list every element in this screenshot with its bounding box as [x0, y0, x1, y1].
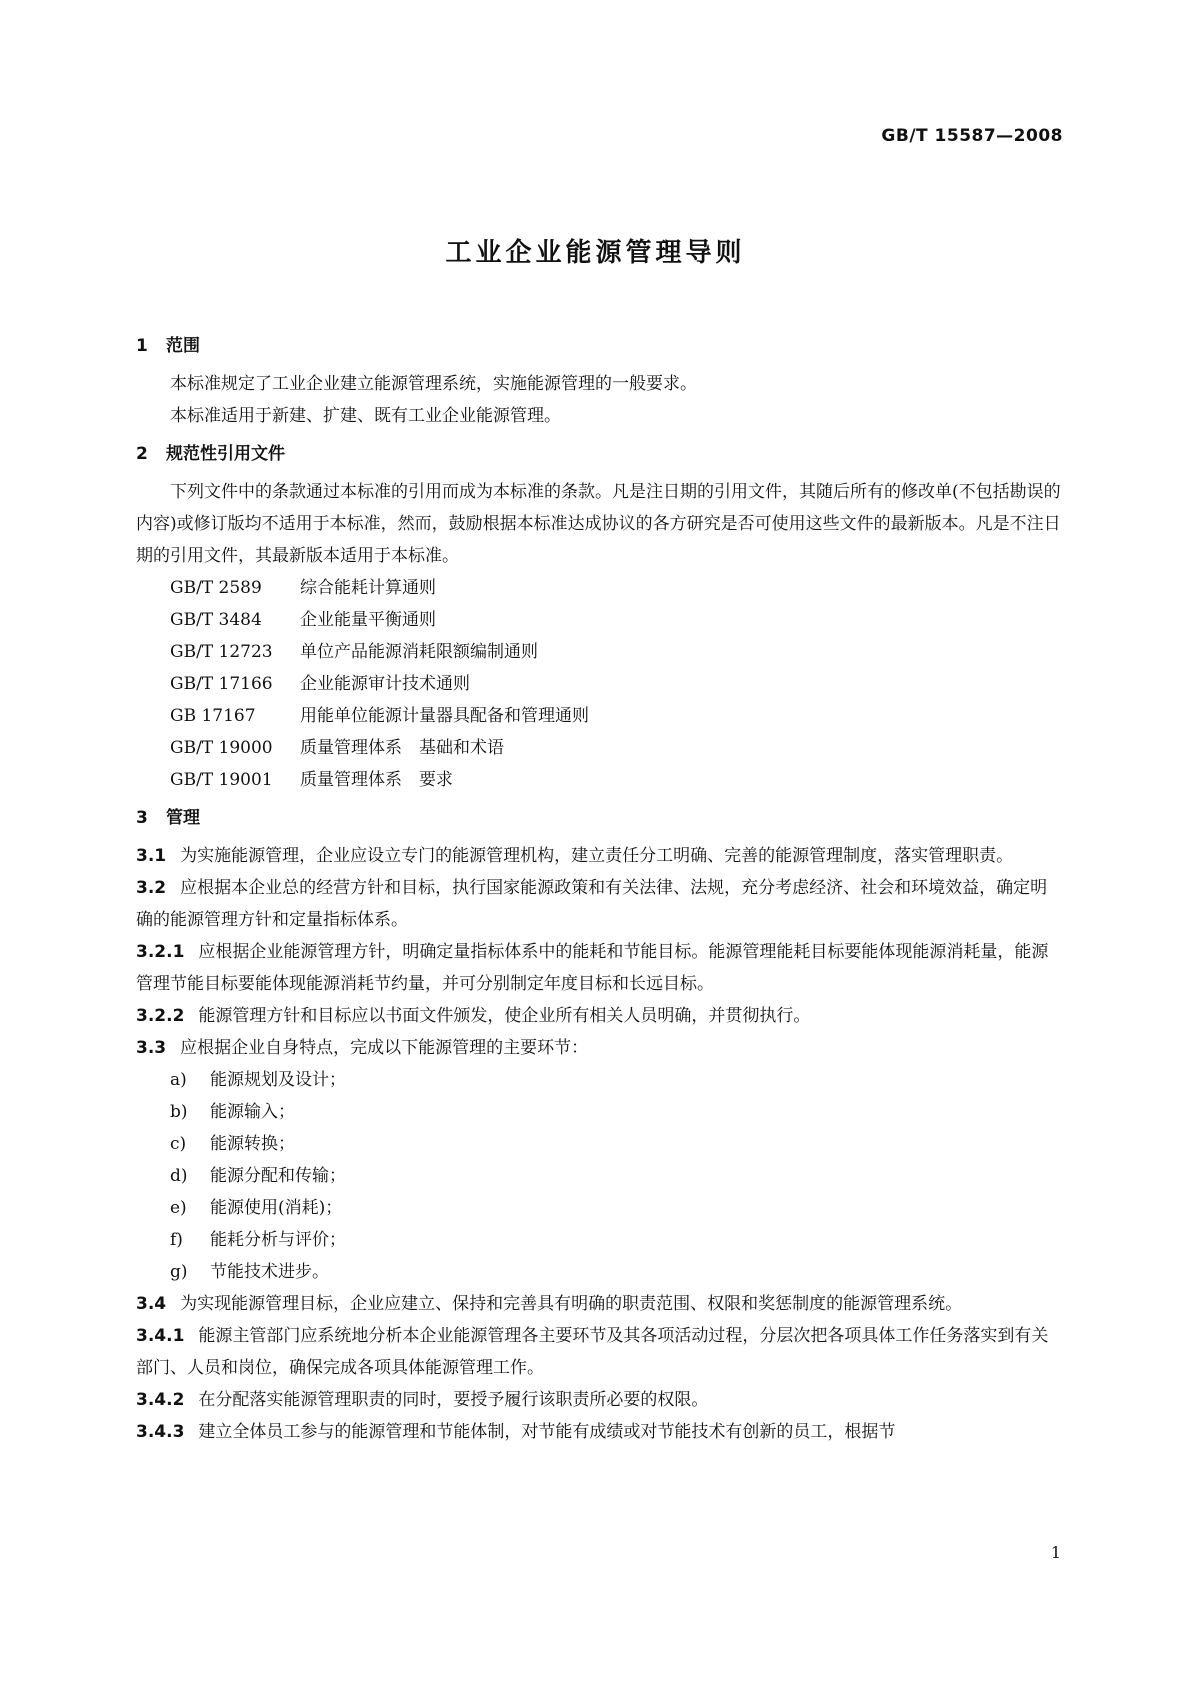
reference-item: GB/T 19000 质量管理体系 基础和术语 [170, 738, 504, 758]
list-item: g) 节能技术进步。 [170, 1262, 329, 1282]
clause-3-2-2: 3.2.2 能源管理方针和目标应以书面文件颁发，使企业所有相关人员明确，并贯彻执行。 [136, 1006, 811, 1026]
clause-3-1: 3.1 为实施能源管理，企业应设立专门的能源管理机构，建立责任分工明确、完善的能源管理制度，落实管理职责。 [136, 846, 1014, 866]
clause-3-4-1: 3.4.1 能源主管部门应系统地分析本企业能源管理各主要环节及其各项活动过程，分层次把各项具体工作任务落实到有关部门、人员和岗位，确保完成各项具体能源管理工作。 [136, 1326, 1049, 1378]
list-item: c) 能源转换； [170, 1134, 295, 1154]
document-title: 工业企业能源管理导则 [445, 238, 746, 268]
reference-item: GB 17167 用能单位能源计量器具配备和管理通则 [170, 706, 589, 726]
list-item: a) 能源规划及设计； [170, 1070, 346, 1090]
clause-3-4-3: 3.4.3 建立全体员工参与的能源管理和节能体制，对节能有成绩或对节能技术有创新的员工，根据节 [136, 1422, 896, 1442]
reference-item: GB/T 2589 综合能耗计算通则 [170, 578, 436, 598]
list-item: b) 能源输入； [170, 1102, 295, 1122]
scope-paragraph-2: 本标准适用于新建、扩建、既有工业企业能源管理。 [170, 406, 561, 426]
clause-3-2-1: 3.2.1 应根据企业能源管理方针，明确定量指标体系中的能耗和节能目标。能源管理能耗目标要能体现能源消耗量，能源管理节能目标要能体现能源消耗节约量，并可分别制定年度目标和长远目标。 [136, 942, 1049, 994]
reference-item: GB/T 17166 企业能源审计技术通则 [170, 674, 470, 694]
list-item: f) 能耗分析与评价； [170, 1230, 346, 1250]
reference-item: GB/T 12723 单位产品能源消耗限额编制通则 [170, 642, 538, 662]
clause-3-3: 3.3 应根据企业自身特点，完成以下能源管理的主要环节： [136, 1038, 589, 1058]
list-item: d) 能源分配和传输； [170, 1166, 346, 1186]
reference-item: GB/T 19001 质量管理体系 要求 [170, 770, 453, 790]
page-number: 1 [1050, 1543, 1061, 1562]
scope-paragraph-1: 本标准规定了工业企业建立能源管理系统，实施能源管理的一般要求。 [170, 374, 697, 394]
document-body [136, 330, 1061, 1448]
references-intro: 下列文件中的条款通过本标准的引用而成为本标准的条款。凡是注日期的引用文件，其随后所有的修改单(不包括勘误的内容)或修订版均不适用于本标准，然而，鼓励根据本标准达成协议的各方研究是否可使用这些文件的最新版本。凡是不注日期的引用文件，其最新版本适用于本标准。 [136, 482, 1061, 566]
list-item: e) 能源使用(消耗)； [170, 1198, 343, 1218]
section-heading-management: 3 管理 [136, 808, 200, 828]
standard-code: GB/T 15587—2008 [881, 126, 1063, 146]
clause-3-2: 3.2 应根据本企业总的经营方针和目标，执行国家能源政策和有关法律、法规，充分考虑经济、社会和环境效益，确定明确的能源管理方针和定量指标体系。 [136, 878, 1048, 930]
clause-3-4: 3.4 为实现能源管理目标，企业应建立、保持和完善具有明确的职责范围、权限和奖惩制度的能源管理系统。 [136, 1294, 963, 1314]
reference-item: GB/T 3484 企业能量平衡通则 [170, 610, 436, 630]
clause-3-4-2: 3.4.2 在分配落实能源管理职责的同时，要授予履行该职责所必要的权限。 [136, 1390, 709, 1410]
section-heading-scope: 1 范围 [136, 336, 200, 356]
section-heading-normative-references: 2 规范性引用文件 [136, 444, 285, 464]
